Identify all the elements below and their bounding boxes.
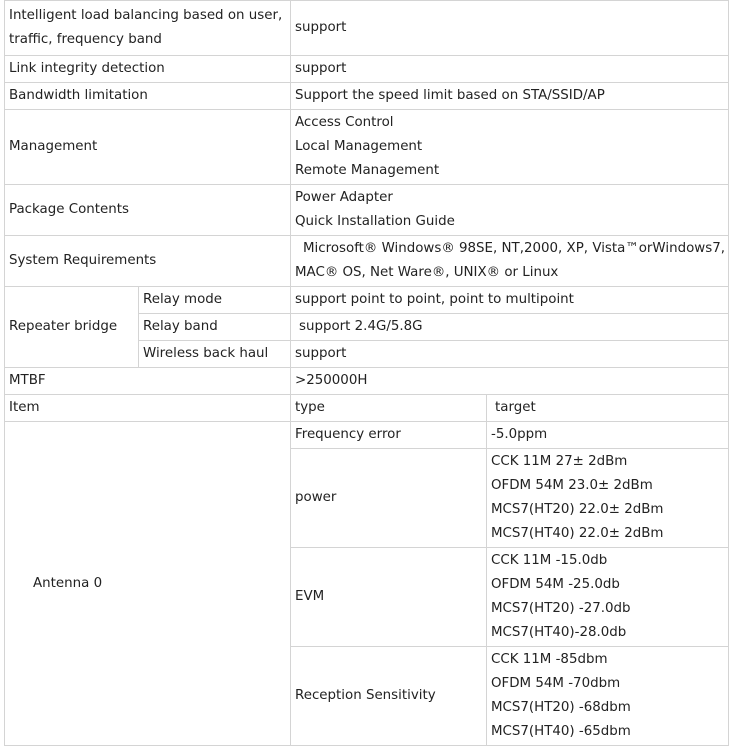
bandwidth-value: Support the speed limit based on STA/SSID/AP: [291, 83, 729, 110]
system-req-value: Microsoft® Windows® 98SE, NT,2000, XP, Vista™orWindows7,: [303, 241, 725, 256]
power-type: power: [291, 449, 487, 548]
power-target: OFDM 54M 23.0± 2dBm: [491, 478, 653, 493]
repeater-label: Repeater bridge: [5, 287, 139, 368]
target-header: target: [487, 395, 729, 422]
row-repeater-relay-mode: [5, 287, 729, 314]
evm-targets: [487, 548, 729, 647]
row-item-header: [5, 395, 729, 422]
system-req-values: [291, 236, 729, 287]
mtbf-label: MTBF: [5, 368, 291, 395]
package-label: Package Contents: [5, 185, 291, 236]
package-values: [291, 185, 729, 236]
sensitivity-target: CCK 11M -85dbm: [491, 652, 608, 667]
specifications-table: [4, 0, 729, 746]
management-value: Remote Management: [295, 163, 440, 178]
management-value: Access Control: [295, 115, 394, 130]
load-balancing-label: Intelligent load balancing based on user, traffic, frequency band: [5, 1, 291, 56]
link-integrity-value: support: [291, 56, 729, 83]
frequency-error-target: -5.0ppm: [487, 422, 729, 449]
item-header: Item: [5, 395, 291, 422]
row-mtbf: [5, 368, 729, 395]
sensitivity-targets: [487, 647, 729, 746]
type-header: type: [291, 395, 487, 422]
evm-target: MCS7(HT40)-28.0db: [491, 625, 627, 640]
management-value: Local Management: [295, 139, 423, 154]
management-label: Management: [5, 110, 291, 185]
row-system-requirements: [5, 236, 729, 287]
mtbf-value: >250000H: [291, 368, 729, 395]
row-frequency-error: [5, 422, 729, 449]
frequency-error-type: Frequency error: [291, 422, 487, 449]
row-link-integrity: [5, 56, 729, 83]
relay-mode-value: support point to point, point to multipoint: [291, 287, 729, 314]
evm-target: MCS7(HT20) -27.0db: [491, 601, 631, 616]
power-target: MCS7(HT40) 22.0± 2dBm: [491, 526, 664, 541]
evm-target: OFDM 54M -25.0db: [491, 577, 620, 592]
link-integrity-label: Link integrity detection: [5, 56, 291, 83]
row-management: [5, 110, 729, 185]
row-load-balancing: [5, 1, 729, 56]
bandwidth-label: Bandwidth limitation: [5, 83, 291, 110]
package-value: Power Adapter: [295, 190, 393, 205]
row-package-contents: [5, 185, 729, 236]
antenna-label: Antenna 0: [5, 422, 291, 746]
relay-mode-label: Relay mode: [139, 287, 291, 314]
sensitivity-target: MCS7(HT20) -68dbm: [491, 700, 631, 715]
package-value: Quick Installation Guide: [295, 214, 455, 229]
relay-band-label: Relay band: [139, 314, 291, 341]
load-balancing-value: support: [291, 1, 729, 56]
sensitivity-target: OFDM 54M -70dbm: [491, 676, 621, 691]
sensitivity-target: MCS7(HT40) -65dbm: [491, 724, 631, 739]
row-bandwidth: [5, 83, 729, 110]
power-targets: [487, 449, 729, 548]
evm-target: CCK 11M -15.0db: [491, 553, 608, 568]
evm-type: EVM: [291, 548, 487, 647]
system-req-value: MAC® OS, Net Ware®, UNIX® or Linux: [295, 265, 559, 280]
system-req-label: System Requirements: [5, 236, 291, 287]
power-target: CCK 11M 27± 2dBm: [491, 454, 628, 469]
power-target: MCS7(HT20) 22.0± 2dBm: [491, 502, 664, 517]
backhaul-label: Wireless back haul: [139, 341, 291, 368]
sensitivity-type: Reception Sensitivity: [291, 647, 487, 746]
relay-band-value: support 2.4G/5.8G: [291, 314, 729, 341]
management-values: [291, 110, 729, 185]
backhaul-value: support: [291, 341, 729, 368]
